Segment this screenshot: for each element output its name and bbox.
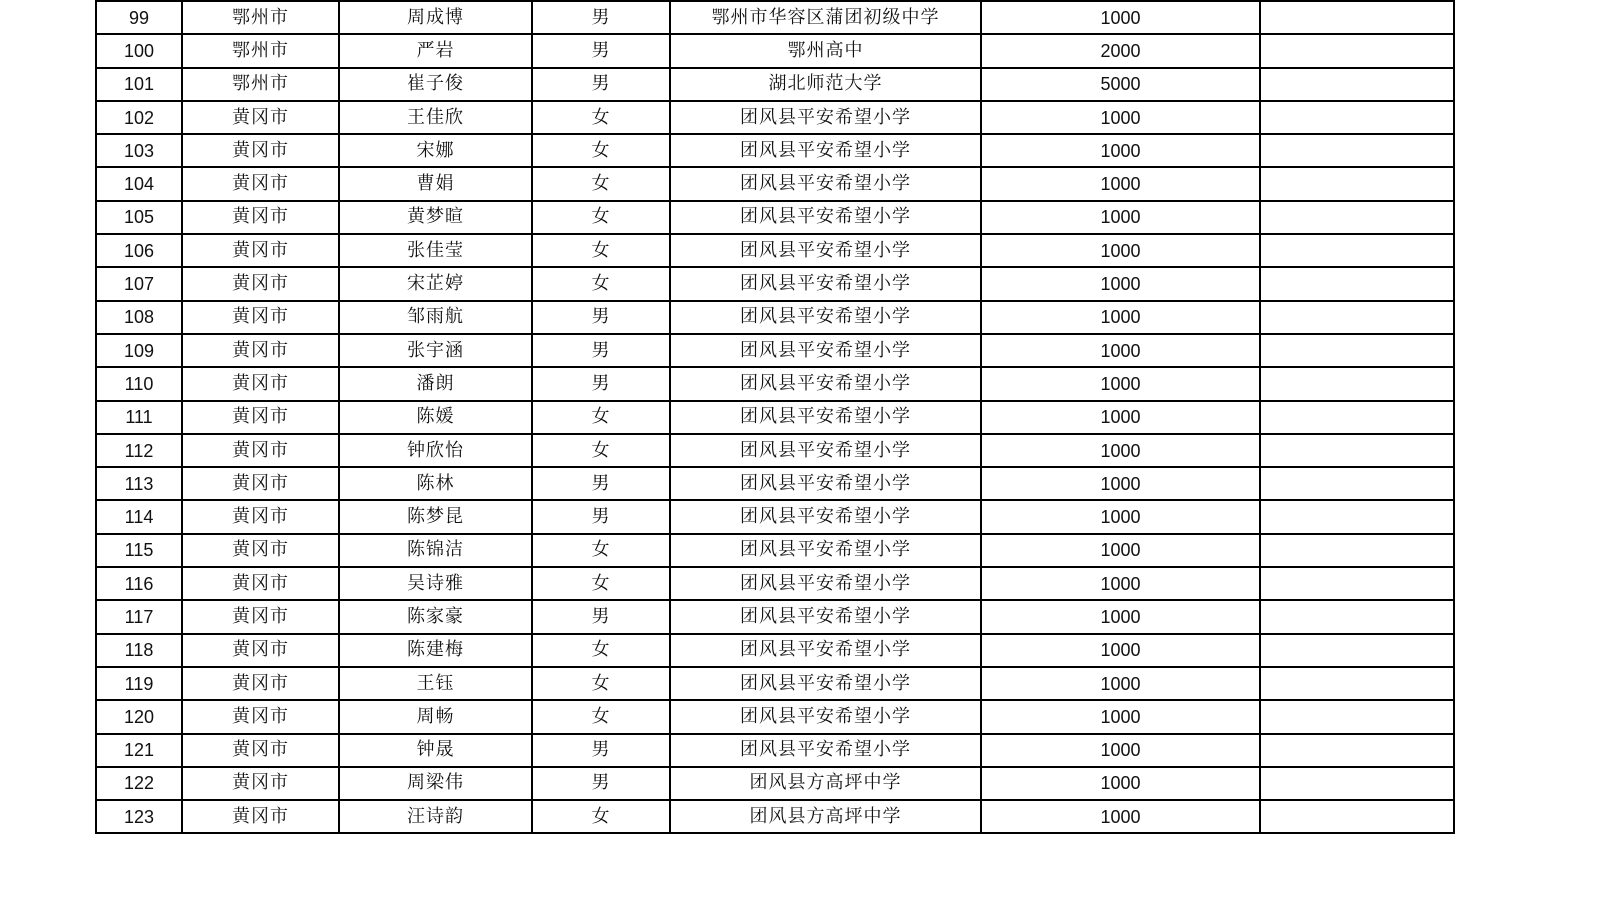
gender-cell: 女 — [532, 534, 670, 567]
city-cell: 黄冈市 — [182, 467, 339, 500]
row-number-cell: 109 — [96, 334, 182, 367]
amount-cell: 1000 — [981, 1, 1260, 34]
amount-cell: 1000 — [981, 767, 1260, 800]
city-cell: 黄冈市 — [182, 734, 339, 767]
amount-cell: 1000 — [981, 367, 1260, 400]
row-number-cell: 119 — [96, 667, 182, 700]
school-cell: 团风县平安希望小学 — [670, 334, 981, 367]
table-row — [96, 34, 1454, 67]
table-row — [96, 201, 1454, 234]
row-number-cell: 114 — [96, 500, 182, 533]
name-cell: 曹娟 — [339, 167, 532, 200]
amount-cell: 1000 — [981, 434, 1260, 467]
city-cell: 黄冈市 — [182, 101, 339, 134]
amount-cell: 1000 — [981, 334, 1260, 367]
school-cell: 团风县平安希望小学 — [670, 600, 981, 633]
city-cell: 黄冈市 — [182, 434, 339, 467]
city-cell: 黄冈市 — [182, 134, 339, 167]
remark-cell — [1260, 301, 1454, 334]
school-cell: 团风县平安希望小学 — [670, 401, 981, 434]
remark-cell — [1260, 567, 1454, 600]
school-cell: 鄂州市华容区蒲团初级中学 — [670, 1, 981, 34]
remark-cell — [1260, 68, 1454, 101]
table-row — [96, 467, 1454, 500]
gender-cell: 女 — [532, 267, 670, 300]
row-number-cell: 115 — [96, 534, 182, 567]
remark-cell — [1260, 101, 1454, 134]
school-cell: 团风县平安希望小学 — [670, 134, 981, 167]
remark-cell — [1260, 167, 1454, 200]
name-cell: 陈梦昆 — [339, 500, 532, 533]
table-row — [96, 567, 1454, 600]
name-cell: 吴诗雅 — [339, 567, 532, 600]
name-cell: 张宇涵 — [339, 334, 532, 367]
name-cell: 陈锦洁 — [339, 534, 532, 567]
gender-cell: 男 — [532, 734, 670, 767]
remark-cell — [1260, 500, 1454, 533]
city-cell: 黄冈市 — [182, 767, 339, 800]
remark-cell — [1260, 767, 1454, 800]
school-cell: 团风县平安希望小学 — [670, 434, 981, 467]
row-number-cell: 117 — [96, 600, 182, 633]
school-cell: 团风县平安希望小学 — [670, 667, 981, 700]
name-cell: 钟欣怡 — [339, 434, 532, 467]
gender-cell: 女 — [532, 134, 670, 167]
remark-cell — [1260, 434, 1454, 467]
table-row — [96, 101, 1454, 134]
table-row — [96, 401, 1454, 434]
school-cell: 团风县平安希望小学 — [670, 367, 981, 400]
table-row — [96, 534, 1454, 567]
gender-cell: 男 — [532, 334, 670, 367]
city-cell: 鄂州市 — [182, 1, 339, 34]
city-cell: 黄冈市 — [182, 534, 339, 567]
name-cell: 潘朗 — [339, 367, 532, 400]
amount-cell: 1000 — [981, 267, 1260, 300]
remark-cell — [1260, 334, 1454, 367]
city-cell: 黄冈市 — [182, 234, 339, 267]
table-row — [96, 334, 1454, 367]
table-row — [96, 734, 1454, 767]
gender-cell: 男 — [532, 600, 670, 633]
city-cell: 黄冈市 — [182, 267, 339, 300]
remark-cell — [1260, 634, 1454, 667]
amount-cell: 1000 — [981, 234, 1260, 267]
gender-cell: 女 — [532, 667, 670, 700]
row-number-cell: 104 — [96, 167, 182, 200]
remark-cell — [1260, 600, 1454, 633]
name-cell: 周梁伟 — [339, 767, 532, 800]
school-cell: 团风县平安希望小学 — [670, 634, 981, 667]
gender-cell: 男 — [532, 68, 670, 101]
row-number-cell: 107 — [96, 267, 182, 300]
city-cell: 黄冈市 — [182, 800, 339, 833]
city-cell: 黄冈市 — [182, 367, 339, 400]
row-number-cell: 103 — [96, 134, 182, 167]
city-cell: 黄冈市 — [182, 700, 339, 733]
table-row — [96, 500, 1454, 533]
city-cell: 黄冈市 — [182, 567, 339, 600]
amount-cell: 1000 — [981, 301, 1260, 334]
amount-cell: 1000 — [981, 201, 1260, 234]
school-cell: 团风县平安希望小学 — [670, 700, 981, 733]
school-cell: 团风县平安希望小学 — [670, 234, 981, 267]
gender-cell: 男 — [532, 500, 670, 533]
table-row — [96, 700, 1454, 733]
remark-cell — [1260, 1, 1454, 34]
row-number-cell: 111 — [96, 401, 182, 434]
amount-cell: 1000 — [981, 467, 1260, 500]
table-row — [96, 434, 1454, 467]
row-number-cell: 118 — [96, 634, 182, 667]
row-number-cell: 108 — [96, 301, 182, 334]
table-row — [96, 767, 1454, 800]
gender-cell: 男 — [532, 367, 670, 400]
row-number-cell: 106 — [96, 234, 182, 267]
name-cell: 王佳欣 — [339, 101, 532, 134]
row-number-cell: 102 — [96, 101, 182, 134]
remark-cell — [1260, 734, 1454, 767]
gender-cell: 女 — [532, 401, 670, 434]
name-cell: 严岩 — [339, 34, 532, 67]
gender-cell: 男 — [532, 467, 670, 500]
amount-cell: 1000 — [981, 700, 1260, 733]
row-number-cell: 122 — [96, 767, 182, 800]
table-row — [96, 134, 1454, 167]
table-row — [96, 600, 1454, 633]
name-cell: 崔子俊 — [339, 68, 532, 101]
gender-cell: 男 — [532, 301, 670, 334]
name-cell: 陈建梅 — [339, 634, 532, 667]
name-cell: 汪诗韵 — [339, 800, 532, 833]
remark-cell — [1260, 134, 1454, 167]
city-cell: 鄂州市 — [182, 68, 339, 101]
table-row — [96, 68, 1454, 101]
city-cell: 黄冈市 — [182, 667, 339, 700]
remark-cell — [1260, 267, 1454, 300]
school-cell: 团风县方高坪中学 — [670, 800, 981, 833]
remark-cell — [1260, 667, 1454, 700]
remark-cell — [1260, 201, 1454, 234]
gender-cell: 女 — [532, 700, 670, 733]
city-cell: 黄冈市 — [182, 634, 339, 667]
amount-cell: 1000 — [981, 401, 1260, 434]
gender-cell: 女 — [532, 167, 670, 200]
amount-cell: 1000 — [981, 101, 1260, 134]
recipient-table — [95, 0, 1455, 834]
name-cell: 宋芷婷 — [339, 267, 532, 300]
city-cell: 黄冈市 — [182, 600, 339, 633]
remark-cell — [1260, 700, 1454, 733]
row-number-cell: 113 — [96, 467, 182, 500]
row-number-cell: 110 — [96, 367, 182, 400]
gender-cell: 女 — [532, 201, 670, 234]
school-cell: 湖北师范大学 — [670, 68, 981, 101]
remark-cell — [1260, 800, 1454, 833]
amount-cell: 5000 — [981, 68, 1260, 101]
name-cell: 周畅 — [339, 700, 532, 733]
document-page — [95, 0, 1453, 834]
name-cell: 王钰 — [339, 667, 532, 700]
school-cell: 团风县平安希望小学 — [670, 500, 981, 533]
name-cell: 邹雨航 — [339, 301, 532, 334]
remark-cell — [1260, 401, 1454, 434]
table-row — [96, 634, 1454, 667]
school-cell: 团风县平安希望小学 — [670, 301, 981, 334]
name-cell: 宋娜 — [339, 134, 532, 167]
remark-cell — [1260, 234, 1454, 267]
table-body — [96, 1, 1454, 833]
remark-cell — [1260, 467, 1454, 500]
city-cell: 黄冈市 — [182, 500, 339, 533]
table-row — [96, 234, 1454, 267]
row-number-cell: 99 — [96, 1, 182, 34]
gender-cell: 男 — [532, 34, 670, 67]
amount-cell: 1000 — [981, 667, 1260, 700]
amount-cell: 1000 — [981, 500, 1260, 533]
table-row — [96, 1, 1454, 34]
school-cell: 团风县平安希望小学 — [670, 534, 981, 567]
city-cell: 黄冈市 — [182, 167, 339, 200]
gender-cell: 女 — [532, 567, 670, 600]
amount-cell: 1000 — [981, 134, 1260, 167]
row-number-cell: 101 — [96, 68, 182, 101]
school-cell: 团风县平安希望小学 — [670, 167, 981, 200]
school-cell: 团风县平安希望小学 — [670, 101, 981, 134]
table-row — [96, 167, 1454, 200]
school-cell: 鄂州高中 — [670, 34, 981, 67]
row-number-cell: 112 — [96, 434, 182, 467]
amount-cell: 1000 — [981, 600, 1260, 633]
row-number-cell: 100 — [96, 34, 182, 67]
school-cell: 团风县平安希望小学 — [670, 567, 981, 600]
amount-cell: 1000 — [981, 567, 1260, 600]
row-number-cell: 121 — [96, 734, 182, 767]
gender-cell: 女 — [532, 800, 670, 833]
gender-cell: 女 — [532, 101, 670, 134]
table-row — [96, 667, 1454, 700]
gender-cell: 女 — [532, 434, 670, 467]
gender-cell: 女 — [532, 634, 670, 667]
name-cell: 陈林 — [339, 467, 532, 500]
name-cell: 黄梦暄 — [339, 201, 532, 234]
table-row — [96, 267, 1454, 300]
school-cell: 团风县平安希望小学 — [670, 734, 981, 767]
amount-cell: 1000 — [981, 800, 1260, 833]
name-cell: 陈家豪 — [339, 600, 532, 633]
city-cell: 黄冈市 — [182, 401, 339, 434]
amount-cell: 1000 — [981, 167, 1260, 200]
school-cell: 团风县方高坪中学 — [670, 767, 981, 800]
name-cell: 陈媛 — [339, 401, 532, 434]
city-cell: 黄冈市 — [182, 301, 339, 334]
row-number-cell: 116 — [96, 567, 182, 600]
table-row — [96, 800, 1454, 833]
row-number-cell: 105 — [96, 201, 182, 234]
amount-cell: 1000 — [981, 734, 1260, 767]
remark-cell — [1260, 534, 1454, 567]
school-cell: 团风县平安希望小学 — [670, 201, 981, 234]
name-cell: 钟晟 — [339, 734, 532, 767]
name-cell: 张佳莹 — [339, 234, 532, 267]
gender-cell: 男 — [532, 767, 670, 800]
amount-cell: 1000 — [981, 634, 1260, 667]
name-cell: 周成博 — [339, 1, 532, 34]
amount-cell: 2000 — [981, 34, 1260, 67]
table-row — [96, 301, 1454, 334]
gender-cell: 男 — [532, 1, 670, 34]
amount-cell: 1000 — [981, 534, 1260, 567]
school-cell: 团风县平安希望小学 — [670, 467, 981, 500]
row-number-cell: 123 — [96, 800, 182, 833]
remark-cell — [1260, 367, 1454, 400]
city-cell: 鄂州市 — [182, 34, 339, 67]
remark-cell — [1260, 34, 1454, 67]
school-cell: 团风县平安希望小学 — [670, 267, 981, 300]
city-cell: 黄冈市 — [182, 201, 339, 234]
gender-cell: 女 — [532, 234, 670, 267]
row-number-cell: 120 — [96, 700, 182, 733]
table-row — [96, 367, 1454, 400]
city-cell: 黄冈市 — [182, 334, 339, 367]
